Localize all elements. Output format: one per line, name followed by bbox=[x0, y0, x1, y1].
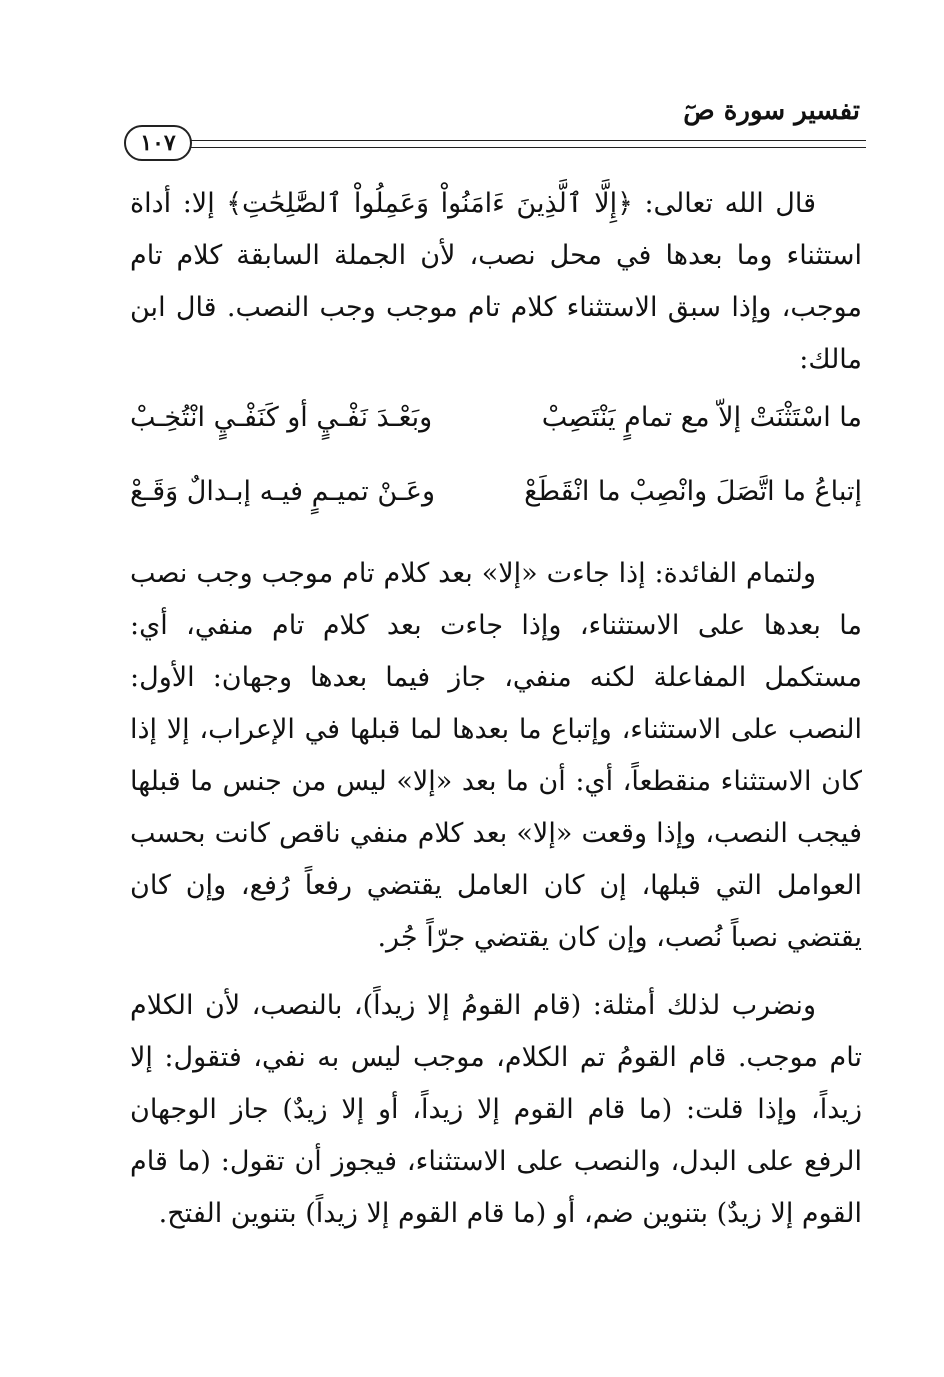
poem-line-2 bbox=[130, 476, 862, 528]
poem-line-2-first-hemistich: إتباعُ ما اتَّصَلَ وانْصِبْ ما انْقَطَعْ bbox=[524, 476, 862, 507]
poem-line-2-second-hemistich: وعَـنْ تميـمٍ فيـه إبـدالٌ وَقَـعْ bbox=[130, 476, 435, 507]
header-double-rule bbox=[190, 140, 866, 148]
running-header-title: تفسير سورة صٓ bbox=[683, 96, 860, 126]
poem-line-1 bbox=[130, 402, 862, 454]
examples-text: ونضرب لذلك أمثلة: (قام القومُ إلا زيداً)، بالنصب، لأن الكلام تام موجب. قام القومُ تم الكلام، موجب ليس به نفي، فتقول: إلا زيداً، وإذا قلت: (ما قام القوم إلا زيداً، أو إلا زيدٌ) جاز الوجهان الرفع على البدل، والنصب على الاستثناء، فيجوز أن تقول: (ما قام القوم إلا زيدٌ) بتنوين ضم، أو (ما قام القوم إلا زيداً) بتنوين الفتح. bbox=[130, 990, 862, 1229]
explanation-text: ولتمام الفائدة: إذا جاءت «إلا» بعد كلام تام موجب وجب نصب ما بعدها على الاستثناء، وإذا جاءت بعد كلام تام منفي، أي: مستكمل المفاعلة لكنه منفي، جاز فيما بعدها وجهان: الأول: النصب على الاستثناء، وإتباع ما بعدها لما قبلها في الإعراب، إلا إذا كان الاستثناء منقطعاً، أي: أن ما بعد «إلا» ليس من جنس ما قبلها فيجب النصب، وإذا وقعت «إلا» بعد كلام منفي ناقص كانت بحسب العوامل التي قبلها، إن كان العامل يقتضي رفعاً رُفع، وإن كان يقتضي نصباً نُصب، وإن كان يقتضي جرّاً جُر. bbox=[130, 558, 862, 953]
poem-line-1-second-hemistich: وبَعْـدَ نَفْـيٍ أو كَنَفْـيٍ انْتُخِـبْ bbox=[130, 402, 433, 433]
paragraph-examples bbox=[130, 980, 862, 1240]
intro-text: إلا: أداة استثناء وما بعدها في محل نصب، لأن الجملة السابقة كلام تام موجب، وإذا سبق الاستثناء كلام تام موجب وجب النصب. قال ابن مالك: bbox=[130, 188, 862, 375]
intro-lead: قال الله تعالى: bbox=[632, 188, 816, 219]
paragraph-intro bbox=[130, 178, 862, 386]
page-number-badge: ١٠٧ bbox=[124, 125, 192, 161]
paragraph-explanation bbox=[130, 548, 862, 964]
quran-verse-quote: ﴿إِلَّا ٱلَّذِينَ ءَامَنُواْ وَعَمِلُواْ ٱلصَّٰلِحَٰتِ﴾ bbox=[226, 188, 633, 219]
poem-line-1-first-hemistich: ما اسْتَثْنَتْ إلاّ مع تمامٍ يَنْتَصِبْ bbox=[541, 402, 862, 433]
